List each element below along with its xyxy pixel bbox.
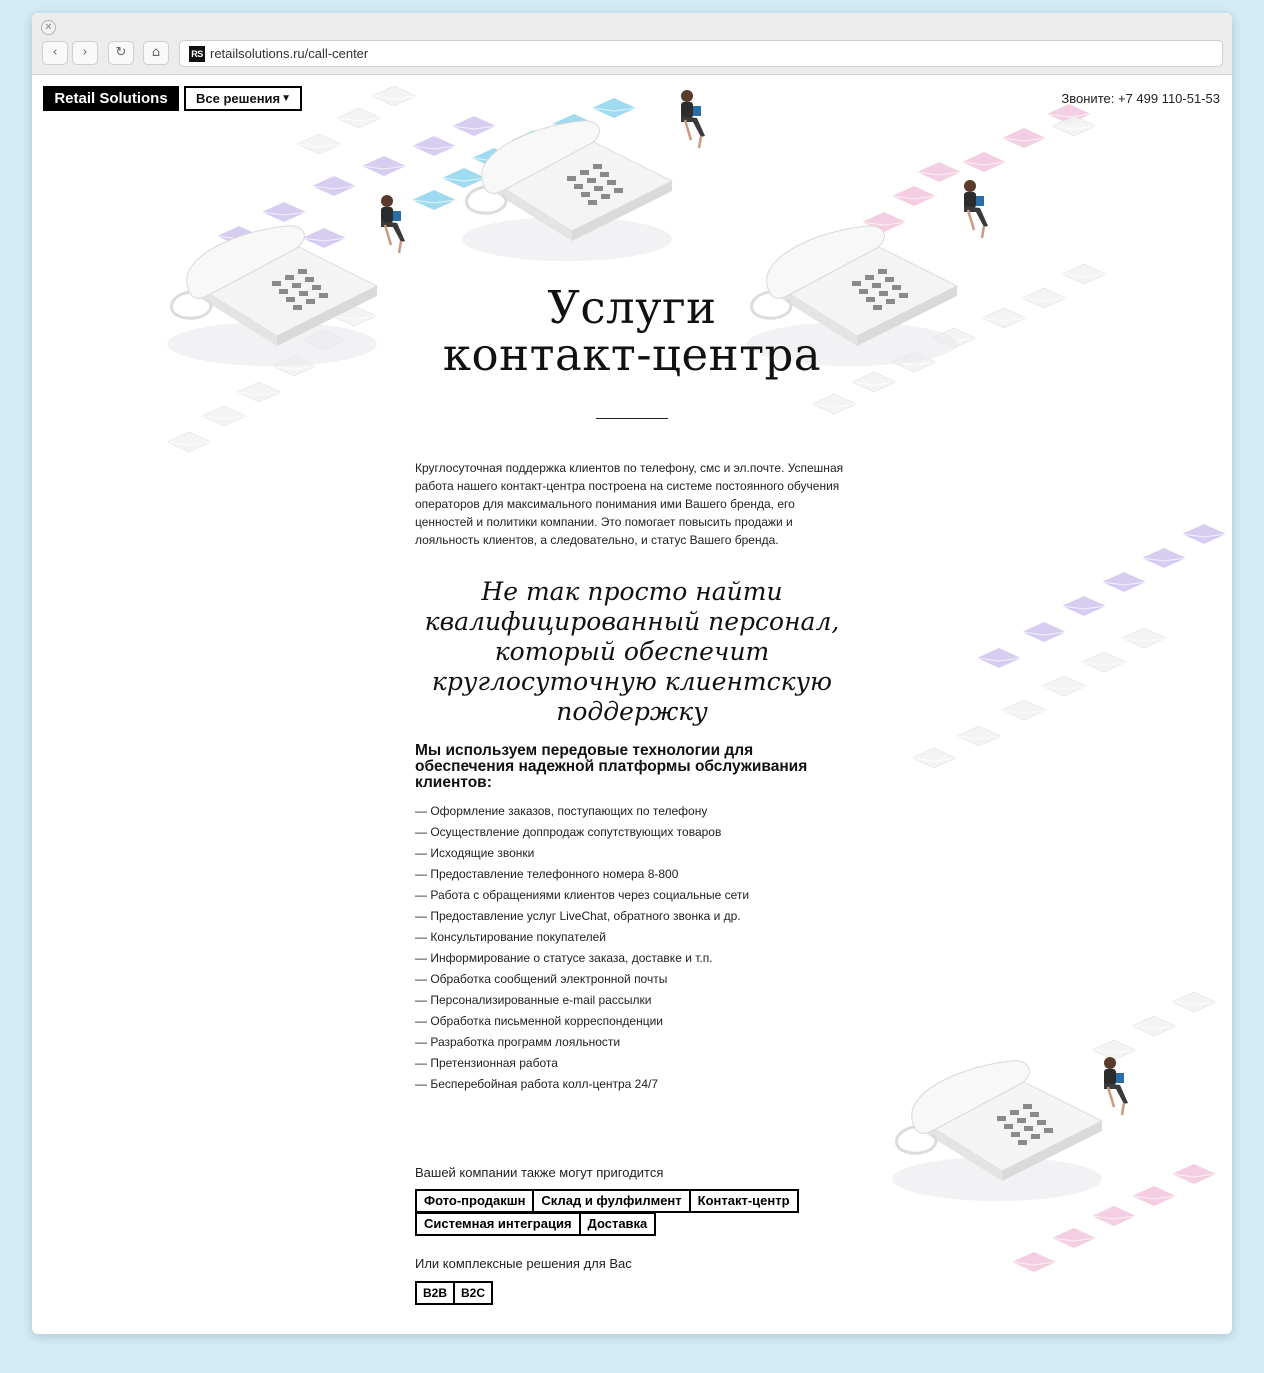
tag-b2b[interactable]: B2B <box>415 1281 455 1305</box>
list-item: — Работа с обращениями клиентов через социальные сети <box>415 885 845 906</box>
address-bar[interactable] <box>179 40 1223 67</box>
page-content <box>32 76 1232 1334</box>
list-item: — Претензионная работа <box>415 1053 845 1074</box>
caret-down-icon: ▼ <box>281 93 291 104</box>
list-item: — Разработка программ лояльности <box>415 1032 845 1053</box>
list-item: — Консультирование покупателей <box>415 927 845 948</box>
list-item: — Обработка сообщений электронной почты <box>415 969 845 990</box>
technologies-heading: Мы используем передовые технологии для обеспечения надежной платформы обслуживания клиентов: <box>415 742 808 791</box>
list-item: — Персонализированные e-mail рассылки <box>415 990 845 1011</box>
back-button[interactable] <box>42 41 68 65</box>
list-item: — Исходящие звонки <box>415 843 845 864</box>
related-services-row-1 <box>415 1189 797 1213</box>
intro-paragraph: Круглосуточная поддержка клиентов по телефону, смс и эл.почте. Успешная работа нашего контакт-центра построена на системе постоянного обучения операторов для максимального понимания ими Вашего бренда, его ценностей и политики компании. Это помогает повысить продажи и лояльность клиентов, а следовательно, и статус Вашего бренда. <box>415 461 844 547</box>
tag-contact-center[interactable]: Контакт-центр <box>689 1189 799 1213</box>
list-item: — Осуществление доппродаж сопутствующих товаров <box>415 822 845 843</box>
list-item: — Бесперебойная работа колл-центра 24/7 <box>415 1074 845 1095</box>
tag-photo-production[interactable]: Фото-продакшн <box>415 1189 534 1213</box>
quote-text: Не так просто найти квалифицированный персонал, который обеспечит круглосуточную клиентскую поддержку <box>424 577 840 726</box>
tag-b2c[interactable]: B2C <box>453 1281 493 1305</box>
related-services-label: Вашей компании также могут пригодится <box>415 1165 664 1180</box>
home-icon: ⌂ <box>151 45 161 60</box>
chevron-right-icon: › <box>82 45 88 60</box>
chevron-left-icon: ‹ <box>52 45 58 60</box>
reload-button[interactable] <box>108 41 134 65</box>
title-divider <box>596 418 668 419</box>
page-title-line-2: контакт-центра <box>442 328 822 381</box>
home-button[interactable] <box>143 41 169 65</box>
page-title <box>382 281 882 381</box>
related-services-row-2 <box>415 1212 654 1236</box>
list-item: — Предоставление услуг LiveChat, обратного звонка и др. <box>415 906 845 927</box>
browser-toolbar <box>32 13 1232 75</box>
browser-window <box>32 13 1232 1334</box>
list-item: — Предоставление телефонного номера 8-800 <box>415 864 845 885</box>
reload-icon: ↻ <box>115 45 127 60</box>
list-item: — Оформление заказов, поступающих по телефону <box>415 801 845 822</box>
all-solutions-label: Все решения <box>196 91 281 106</box>
complex-solutions-tags <box>415 1281 491 1305</box>
complex-solutions-label: Или комплексные решения для Вас <box>415 1256 632 1271</box>
site-logo[interactable]: Retail Solutions <box>43 86 179 111</box>
site-favicon-icon: RS <box>189 46 205 62</box>
tag-system-integration[interactable]: Системная интеграция <box>415 1212 581 1236</box>
features-list <box>415 801 845 1095</box>
close-window-icon[interactable]: ✕ <box>41 20 56 35</box>
tag-delivery[interactable]: Доставка <box>579 1212 657 1236</box>
page-title-line-1: Услуги <box>547 281 717 334</box>
forward-button[interactable] <box>72 41 98 65</box>
address-url[interactable]: retailsolutions.ru/call-center <box>210 46 369 61</box>
tag-warehouse-fulfillment[interactable]: Склад и фулфилмент <box>532 1189 690 1213</box>
all-solutions-dropdown[interactable] <box>184 86 302 111</box>
list-item: — Обработка письменной корреспонденции <box>415 1011 845 1032</box>
list-item: — Информирование о статусе заказа, доставке и т.п. <box>415 948 845 969</box>
phone-number[interactable]: Звоните: +7 499 110-51-53 <box>1061 91 1220 106</box>
